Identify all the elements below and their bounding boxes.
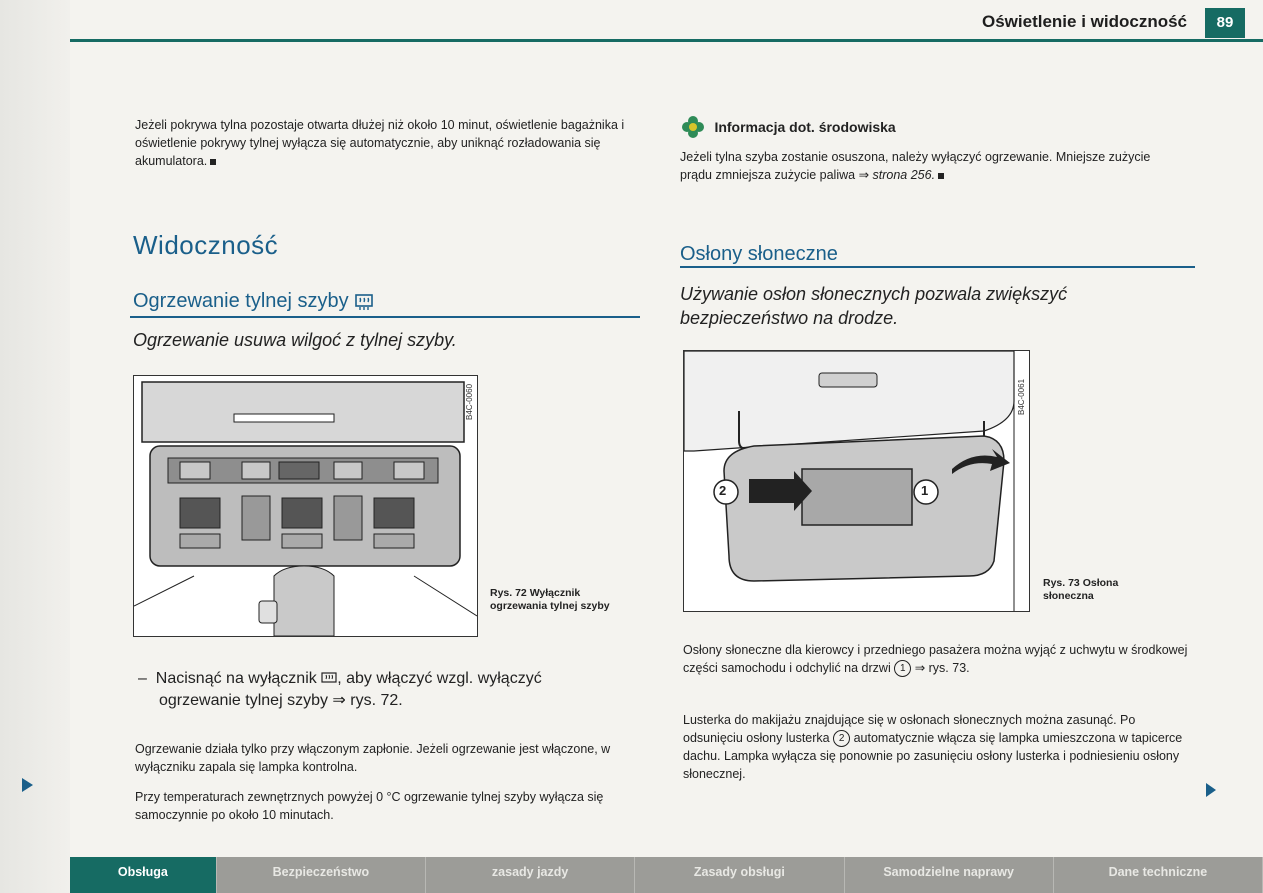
lead-rear-defrost: Ogrzewanie usuwa wilgoć z tylnej szyby. — [133, 330, 457, 350]
paragraph-defrost-operation: Ogrzewanie działa tylko przy włączonym zapłonie. Jeżeli ogrzewanie jest włączone, w wyłączniku zapala się lampka kontrolna. — [135, 742, 611, 774]
intro-paragraph — [135, 116, 640, 170]
callout-ref-2: 2 — [833, 730, 850, 747]
rear-defrost-icon — [321, 672, 337, 685]
rear-defrost-icon — [354, 294, 374, 310]
figure-sun-visor — [683, 350, 1030, 612]
end-mark-icon — [210, 159, 216, 165]
callout-ref-1: 1 — [894, 660, 911, 677]
environment-page-ref[interactable]: strona 256. — [872, 168, 936, 182]
list-text-part3: ogrzewanie tylnej szyby ⇒ rys. 72. — [159, 692, 403, 709]
nav-tab-zasady-jazdy[interactable]: zasady jazdy — [426, 857, 635, 893]
environment-info-text: Jeżeli tylna szyba zostanie osuszona, należy wyłączyć ogrzewanie. Mniejsze zużycie prądu zmniejsza zużycie paliwa ⇒ strona 256. — [680, 150, 1151, 182]
header-rule — [70, 39, 1263, 42]
list-bullet: – — [138, 670, 156, 687]
figure-code: B4C-0061 — [1017, 378, 1026, 415]
nav-tab-zasady-obslugi[interactable]: Zasady obsługi — [635, 857, 844, 893]
callout-label-2: 2 — [719, 483, 727, 498]
section-title-sun-visors: Osłony słoneczne — [680, 243, 838, 265]
end-mark-icon — [938, 173, 944, 179]
list-text-part1: Nacisnąć na wyłącznik — [155, 670, 317, 687]
intro-text: Jeżeli pokrywa tylna pozostaje otwarta dłużej niż około 10 minut, oświetlenie bagażnika i oświetlenie pokrywy tylnej wyłącza się automatycznie, aby uniknąć rozładowania się akumulatora. — [135, 118, 625, 168]
chapter-navigation — [70, 857, 1263, 893]
next-page-arrow-icon[interactable] — [1206, 783, 1216, 797]
section-title-visibility: Widoczność — [133, 230, 279, 260]
nav-tab-dane-techniczne[interactable]: Dane techniczne — [1054, 857, 1263, 893]
visor-removal-ref: ⇒ rys. 73. — [914, 661, 970, 675]
subsection-title-text: Ogrzewanie tylnej szyby — [133, 290, 349, 312]
climate-panel-illustration — [134, 376, 477, 636]
list-text-part2: , aby włączyć wzgl. wyłączyć — [337, 670, 542, 687]
environment-text-body: Jeżeli tylna szyba zostanie osuszona, należy wyłączyć ogrzewanie. Mniejsze zużycie prądu zmniejsza zużycie paliwa — [680, 150, 1151, 182]
figure-rear-defrost-switch — [133, 375, 478, 637]
vanity-mirror-text-part2: automatycznie włącza się lampka umieszczona w tapicerce dachu. Lampka wyłącza się ponownie po zasunięciu osłony lusterka i podniesieniu osłony słonecznej. — [683, 731, 1183, 782]
nav-tab-obsluga[interactable]: Obsługa — [70, 857, 217, 893]
paragraph-defrost-temperature: Przy temperaturach zewnętrznych powyżej 0 °C ogrzewanie tylnej szyby wyłącza się samoczynnie po około 10 minutach. — [135, 790, 604, 822]
page-number: 89 — [1205, 8, 1245, 38]
environment-info-title: Informacja dot. środowiska — [714, 119, 896, 135]
sun-visor-illustration — [684, 351, 1029, 611]
callout-label-1: 1 — [921, 483, 929, 498]
section-rule-sun-visors — [680, 266, 1195, 268]
page-title: Oświetlenie i widoczność — [982, 12, 1187, 31]
flower-environment-icon — [680, 114, 706, 140]
vanity-mirror-text-part1: Lusterka do makijażu znajdujące się w osłonach słonecznych można zasunąć. Po odsunięciu osłony lusterka — [683, 713, 1136, 745]
subsection-rule — [130, 316, 640, 318]
figure-caption-73: Rys. 73 Osłona słoneczna — [1043, 577, 1119, 602]
nav-tab-bezpieczenstwo[interactable]: Bezpieczeństwo — [217, 857, 426, 893]
figure-caption-72: Rys. 72 Wyłącznik ogrzewania tylnej szyby — [490, 587, 610, 612]
paragraph-vanity-mirror — [683, 711, 1193, 783]
nav-tab-samodzielne-naprawy[interactable]: Samodzielne naprawy — [845, 857, 1054, 893]
instruction-list-item — [138, 668, 658, 712]
paragraph-visor-removal — [683, 641, 1193, 677]
environment-info-header — [680, 114, 896, 140]
subsection-title-rear-defrost — [133, 290, 374, 313]
previous-arrow-icon[interactable] — [22, 778, 33, 792]
visor-removal-text: Osłony słoneczne dla kierowcy i przedniego pasażera można wyjąć z uchwytu w środkowej części samochodu i odchylić na drzwi — [683, 643, 1188, 675]
figure-code: B4C-0060 — [465, 383, 474, 420]
page-gutter — [0, 0, 70, 893]
lead-sun-visors: Używanie osłon słonecznych pozwala zwiększyć bezpieczeństwo na drodze. — [680, 284, 1068, 328]
